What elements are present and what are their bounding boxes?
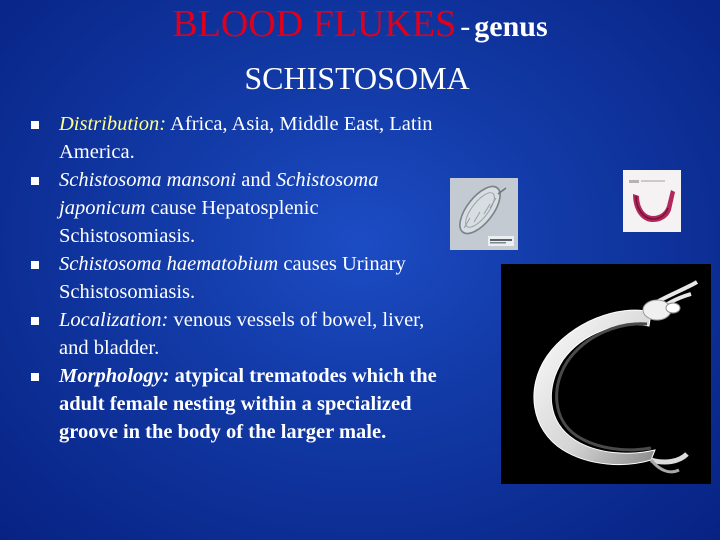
title-dash: - bbox=[460, 10, 471, 43]
title-main: BLOOD FLUKES bbox=[172, 3, 457, 45]
slide-title bbox=[0, 2, 720, 54]
square-bullet-icon bbox=[31, 373, 39, 381]
bullet-urinary bbox=[28, 250, 448, 306]
square-bullet-icon bbox=[31, 121, 39, 129]
coupled-worms-micrograph bbox=[501, 264, 711, 484]
bullet-text: cause Hepatosplenic Schistosomiasis. bbox=[59, 197, 319, 247]
micrograph-illustration bbox=[501, 264, 711, 484]
worm-illustration bbox=[623, 170, 681, 232]
bullet-morphology bbox=[28, 362, 448, 446]
egg-illustration bbox=[450, 178, 518, 250]
square-bullet-icon bbox=[31, 261, 39, 269]
egg-micrograph-image bbox=[450, 178, 518, 250]
species-name: Schistosoma haematobium bbox=[59, 253, 279, 275]
bullet-label: Morphology: bbox=[59, 365, 170, 387]
species-name: Schistosoma japonicum bbox=[59, 169, 379, 219]
title-genus: genus bbox=[474, 10, 548, 43]
bullet-label: Distribution: bbox=[59, 113, 167, 135]
bullet-text: atypical trematodes which the adult female nesting within a specialized groove in the body of the larger male. bbox=[59, 365, 437, 443]
bullet-distribution bbox=[28, 110, 448, 166]
title-subtitle: SCHISTOSOMA bbox=[244, 60, 470, 96]
bullet-hepatosplenic bbox=[28, 166, 448, 250]
bullet-localization bbox=[28, 306, 448, 362]
bullet-list bbox=[28, 110, 448, 446]
square-bullet-icon bbox=[31, 317, 39, 325]
species-name: Schistosoma mansoni bbox=[59, 169, 237, 191]
bullet-text: venous vessels of bowel, liver, and bladder. bbox=[59, 309, 425, 359]
worm-pair-photo bbox=[623, 170, 681, 232]
bullet-text: Africa, Asia, Middle East, Latin America. bbox=[59, 113, 433, 163]
bullet-label: Localization: bbox=[59, 309, 169, 331]
bullet-text: causes Urinary Schistosomiasis. bbox=[59, 253, 406, 303]
bullet-text: and bbox=[236, 169, 276, 191]
square-bullet-icon bbox=[31, 177, 39, 185]
